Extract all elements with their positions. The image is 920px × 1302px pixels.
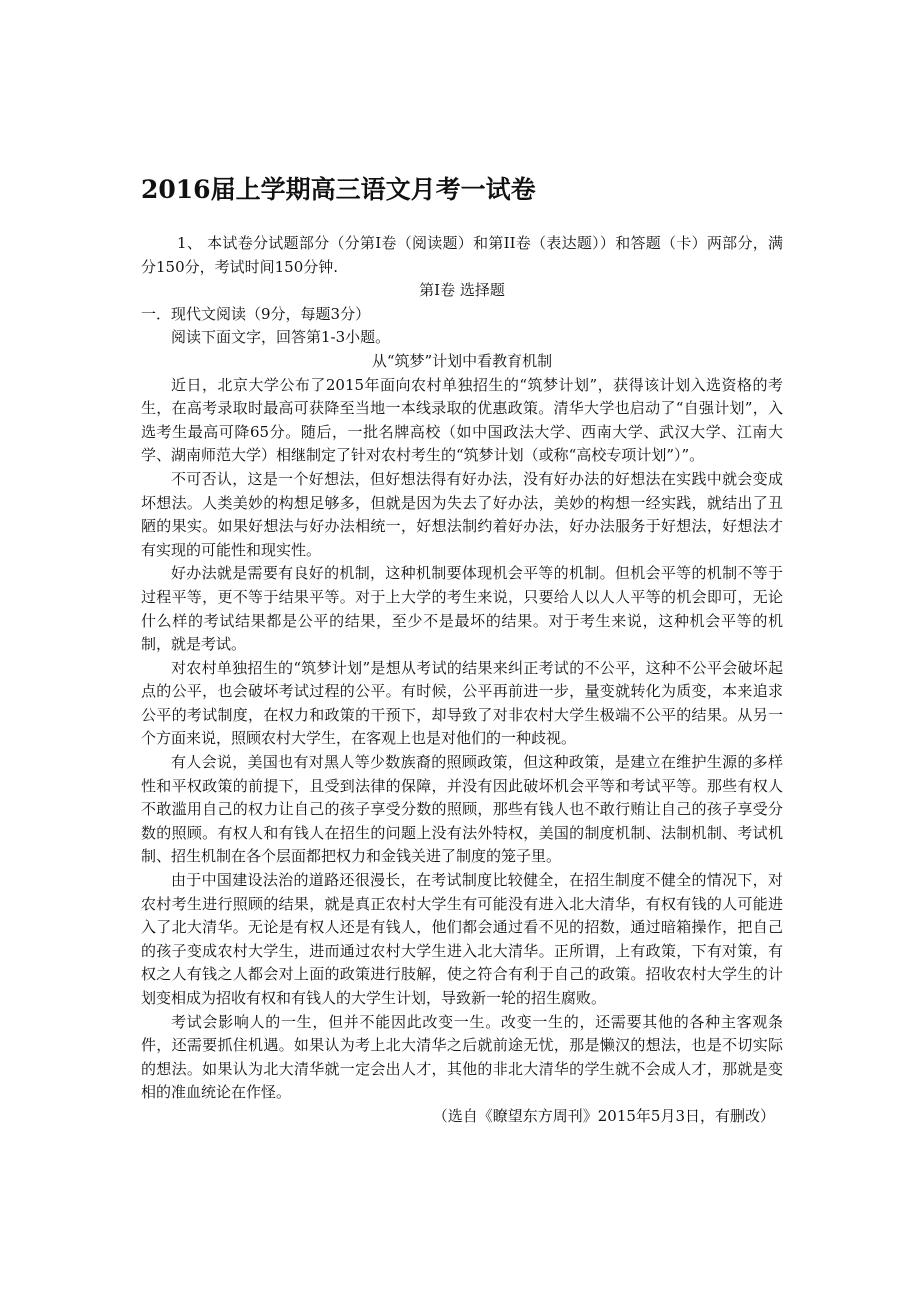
article-paragraph: 考试会影响人的一生，但并不能因此改变一生。改变一生的，还需要其他的各种主客观条件，还需要抓住机遇。如果认为考上北大清华之后就前途无忧，那是懒汉的想法，也是不切实际的想法。如果认为北大清华就一定会出人才，其他的非北大清华的学生就不会成人才，那就是变相的准血统论在作怪。 bbox=[141, 1012, 783, 1102]
article-source: （选自《瞭望东方周刊》2015年5月3日，有删改） bbox=[432, 1106, 775, 1125]
exam-title: 2016届上学期高三语文月考一试卷 bbox=[141, 175, 536, 204]
exam-instruction: 1、 本试卷分试题部分（分第Ⅰ卷（阅读题）和第II卷（表达题））和答题（卡）两部分，满分150分，考试时间150分钟. bbox=[141, 234, 783, 276]
article-paragraph: 由于中国建设法治的道路还很漫长，在考试制度比较健全，在招生制度不健全的情况下，对农村考生进行照顾的结果，就是真正农村大学生有可能没有进入北大清华，有权有钱的人可能进入了北大清华。无论是有权人还是有钱人，他们都会通过看不见的招数，通过暗箱操作，把自己的孩子变成农村大学生，进而通过农村大学生进入北大清华。正所谓，上有政策，下有对策，有权之人有钱之人都会对上面的政策进行肢解，使之符合有利于自己的政策。招收农村大学生的计划变相成为招收有权和有钱人的大学生计划，导致新一轮的招生腐败。 bbox=[141, 871, 783, 1007]
article-paragraph: 近日，北京大学公布了2015年面向农村单独招生的“筑梦计划”，获得该计划入选资格的考生，在高考录取时最高可获降至当地一本线录取的优惠政策。清华大学也启动了“自强计划”，入选考生最高可降65分。随后，一批名牌高校（如中国政法大学、西南大学、武汉大学、江南大学、湖南师范大学）相继制定了针对农村考生的“筑梦计划（或称“高校专项计划”）”。 bbox=[141, 375, 783, 465]
article-paragraph: 有人会说，美国也有对黑人等少数族裔的照顾政策，但这种政策，是建立在维护生源的多样性和平权政策的前提下，且受到法律的保障，并没有因此破坏机会平等和考试平等。那些有权人不敢滥用自己的权力让自己的孩子享受分数的照顾，那些有钱人也不敢行贿让自己的孩子享受分数的照顾。有权人和有钱人在招生的问题上没有法外特权，美国的制度机制、法制机制、考试机制、招生机制在各个层面都把权力和金钱关进了制度的笼子里。 bbox=[141, 753, 783, 866]
article-paragraph: 好办法就是需要有良好的机制，这种机制要体现机会平等的机制。但机会平等的机制不等于过程平等，更不等于结果平等。对于上大学的考生来说，只要给人以人人平等的机会即可，无论什么样的考试结果都是公平的结果，至少不是最坏的结果。对于考生来说，这种机会平等的机制，就是考试。 bbox=[141, 564, 783, 654]
document-body bbox=[141, 232, 783, 1129]
article-paragraph: 不可否认，这是一个好想法，但好想法得有好办法，没有好办法的好想法在实践中就会变成坏想法。人类美妙的构想足够多，但就是因为失去了好办法，美妙的构想一经实践，就结出了丑陋的果实。如果好想法与好办法相统一，好想法制约着好办法，好办法服务于好想法，好想法才有实现的可能性和现实性。 bbox=[141, 469, 783, 559]
volume-heading: 第Ⅰ卷 选择题 bbox=[419, 281, 505, 300]
section-heading: 一．现代文阅读（9分，每题3分） bbox=[141, 304, 371, 323]
article-title: 从“筑梦”计划中看教育机制 bbox=[371, 351, 553, 370]
reading-prompt: 阅读下面文字，回答第1-3小题。 bbox=[171, 328, 391, 347]
article-paragraph: 对农村单独招生的“筑梦计划”是想从考试的结果来纠正考试的不公平，这种不公平会破坏起点的公平，也会破坏考试过程的公平。有时候，公平再前进一步，量变就转化为质变，本来追求公平的考试制度，在权力和政策的干预下，却导致了对非农村大学生极端不公平的结果。从另一个方面来说，照顾农村大学生，在客观上也是对他们的一种歧视。 bbox=[141, 658, 783, 748]
